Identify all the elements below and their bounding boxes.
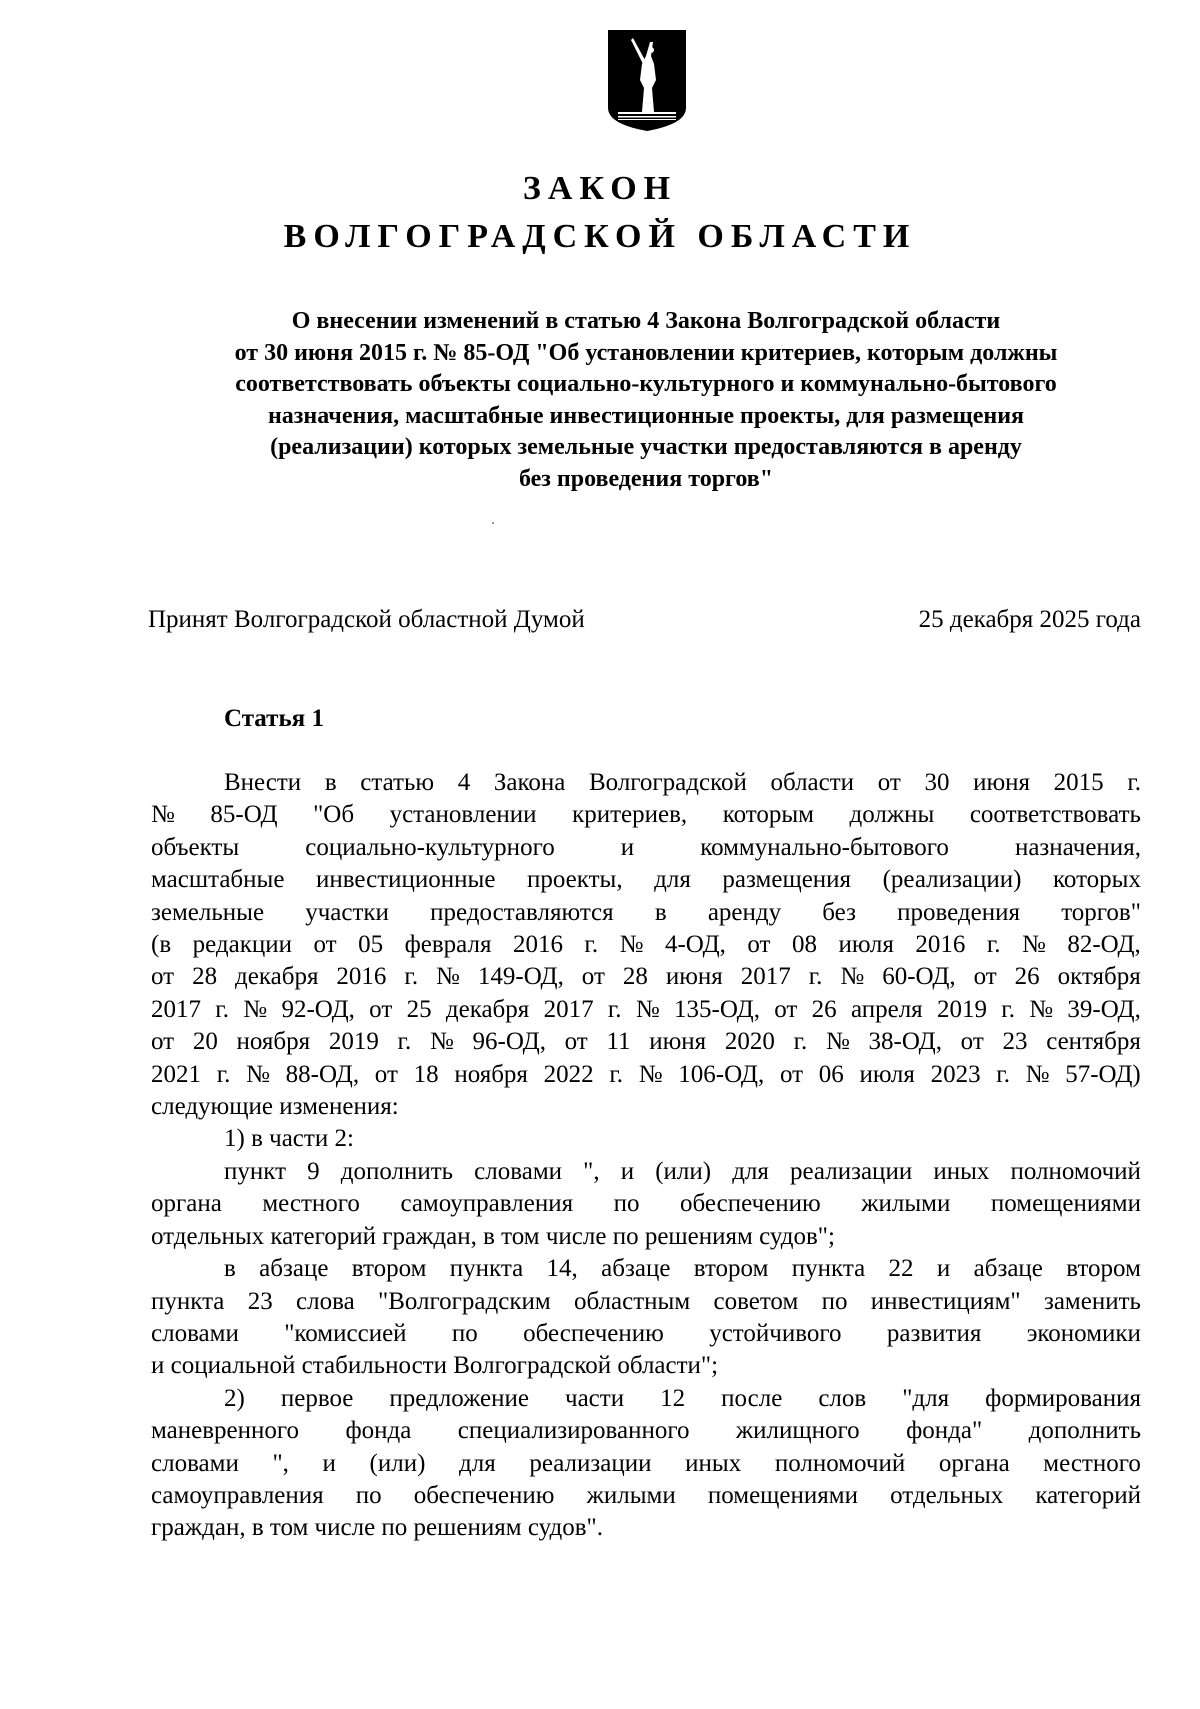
scan-speck — [492, 522, 494, 524]
law-title: ЗАКОН — [522, 170, 678, 207]
word: (или) — [655, 1157, 712, 1185]
word: 96-ОД, — [472, 1028, 546, 1056]
word: развития — [886, 1319, 982, 1347]
subject-line: (реализации) которых земельные участки предоставляются в аренду — [270, 434, 1022, 460]
word: от — [151, 963, 175, 991]
word: 26 — [1014, 963, 1040, 991]
word: г. — [607, 995, 622, 1023]
word: торгов" — [1061, 898, 1141, 926]
article-text-line — [151, 897, 1141, 929]
word: от — [747, 931, 771, 959]
word: 2) — [224, 1384, 245, 1412]
word: для — [654, 866, 691, 894]
word: 38-ОД, — [868, 1028, 942, 1056]
word: проекты, — [527, 866, 623, 894]
word: соответствовать — [969, 801, 1141, 829]
word: социально-культурного — [305, 833, 555, 861]
word: граждан, в том числе по решениям судов". — [151, 1514, 604, 1542]
word: 2017 — [151, 995, 201, 1023]
word: областным — [573, 1287, 691, 1315]
word: Волгоградской — [588, 769, 747, 796]
article-text-line — [151, 799, 1141, 831]
word: 26 — [811, 995, 837, 1023]
word: помещениями — [990, 1190, 1141, 1218]
word: 23 — [1002, 1028, 1028, 1056]
word: проведения — [897, 898, 1021, 926]
word: от — [774, 995, 798, 1023]
article-text-line — [151, 1156, 1141, 1188]
word: декабря — [235, 963, 319, 991]
word: г. — [216, 1060, 231, 1088]
word: фонда — [345, 1417, 412, 1445]
word: от — [369, 995, 393, 1023]
word: от — [564, 1028, 588, 1056]
article-text-line — [151, 1448, 1141, 1480]
word: 23 — [247, 1287, 273, 1315]
word: категорий — [1035, 1481, 1141, 1509]
word: жилыми — [586, 1481, 676, 1509]
word: 06 — [818, 1060, 844, 1088]
word: (или) — [369, 1449, 426, 1477]
word: 14, — [546, 1255, 578, 1283]
word: 1) в части 2: — [224, 1125, 354, 1153]
word: и — [620, 1157, 635, 1185]
word: абзаце — [259, 1255, 329, 1283]
word: № — [840, 963, 865, 991]
word: г. — [808, 963, 823, 991]
word: 92-ОД, — [281, 995, 355, 1023]
word: устойчивого — [709, 1319, 842, 1347]
word: (реализации) — [882, 866, 1022, 894]
subject-line: без проведения торгов" — [518, 465, 774, 492]
word: и — [620, 833, 635, 861]
word: 4-ОД, — [664, 931, 726, 959]
word: 135-ОД, — [674, 995, 760, 1023]
word: г. — [215, 995, 229, 1023]
word: г. — [404, 963, 419, 991]
word: для — [459, 1449, 496, 1477]
word: № — [151, 801, 175, 829]
subject-line: О внесении изменений в статью 4 Закона Волгоградской области — [291, 308, 1001, 334]
word: пункта — [791, 1255, 866, 1283]
word: установлении — [389, 801, 537, 829]
word: специализированного — [457, 1417, 690, 1445]
word: июня — [665, 963, 723, 991]
word: 4 — [457, 769, 471, 796]
word: земельные — [151, 898, 265, 926]
word: 85-ОД — [210, 801, 278, 829]
word: 60-ОД, — [882, 963, 956, 991]
word: помещениями — [707, 1481, 858, 1509]
word: от — [313, 931, 337, 959]
word: 28 — [192, 963, 218, 991]
article-text-line — [151, 1123, 1141, 1155]
word: июля — [838, 931, 894, 959]
word: г. — [996, 1060, 1010, 1088]
word: абзаце — [601, 1255, 671, 1283]
word: г. — [609, 1060, 624, 1088]
word: области — [770, 769, 855, 796]
word: словами — [474, 1157, 563, 1185]
word: статью — [360, 769, 435, 796]
word: обеспечению — [523, 1319, 664, 1347]
word: от — [960, 1028, 984, 1056]
word: апреля — [850, 995, 923, 1023]
word: органа — [938, 1449, 1010, 1477]
word: части — [565, 1384, 625, 1412]
article-text-line — [151, 767, 1141, 799]
word: формирования — [985, 1384, 1141, 1412]
word: обеспечению — [680, 1190, 821, 1218]
article-text-line — [151, 1286, 1141, 1318]
word: 08 — [791, 931, 817, 959]
word: масштабные — [151, 866, 285, 894]
word: г. — [793, 1028, 808, 1056]
word: "комиссией — [284, 1319, 407, 1347]
word: 25 — [406, 995, 432, 1023]
word: в — [654, 898, 667, 926]
word: жилыми — [861, 1190, 951, 1218]
word: инвестициям" — [870, 1287, 1021, 1315]
subject-line: от 30 июня 2015 г. № 85-ОД "Об установлении критериев, которым должны — [234, 339, 1058, 366]
word: от — [374, 1060, 398, 1088]
word: пункта — [449, 1255, 524, 1283]
article-text-line — [151, 1253, 1141, 1285]
word: 12 — [660, 1384, 686, 1412]
word: 2017 — [740, 963, 791, 991]
word: самоуправления — [400, 1190, 574, 1218]
word: по — [613, 1190, 640, 1218]
word: (в — [151, 931, 172, 959]
word: г. — [584, 931, 599, 959]
word: маневренного — [151, 1417, 300, 1445]
word: иных — [685, 1449, 742, 1477]
word: № — [638, 1060, 663, 1088]
word: советом — [713, 1287, 799, 1315]
word: реализации — [790, 1157, 913, 1185]
word: 149-ОД, — [477, 963, 564, 991]
word: предложение — [389, 1384, 529, 1412]
word: в — [324, 769, 337, 796]
word: по — [451, 1319, 478, 1347]
word: № — [243, 995, 268, 1023]
article-text-line — [151, 1026, 1141, 1058]
word: дополнить — [1028, 1417, 1141, 1445]
word: назначения, — [1014, 833, 1141, 861]
word: обеспечению — [413, 1481, 555, 1509]
word: местного — [262, 1190, 360, 1218]
word: 28 — [622, 963, 648, 991]
word: декабря — [445, 995, 530, 1023]
word: № — [619, 931, 644, 959]
word: октября — [1057, 963, 1141, 991]
word: № — [1022, 931, 1046, 959]
word: реализации — [529, 1449, 652, 1477]
word: "Волгоградским — [378, 1287, 551, 1315]
word: Закона — [493, 769, 566, 796]
article-text-line — [151, 929, 1141, 961]
word: 106-ОД, — [678, 1060, 765, 1088]
word: должны — [849, 801, 935, 829]
word: самоуправления — [151, 1481, 324, 1509]
word: экономики — [1026, 1319, 1141, 1347]
word: которых — [1053, 866, 1141, 894]
word: втором — [693, 1255, 769, 1283]
word: абзаце — [973, 1255, 1043, 1283]
word: 82-ОД, — [1067, 931, 1141, 959]
word: ноября — [454, 1060, 528, 1088]
word: отдельных — [890, 1481, 1004, 1509]
article-text-line — [151, 961, 1141, 993]
word: июня — [973, 769, 1031, 796]
adopted-by: Принят Волгоградской областной Думой — [148, 606, 585, 633]
word: Внести — [224, 769, 302, 796]
word: от — [877, 769, 901, 796]
word: без — [822, 898, 856, 926]
article-text-line — [151, 864, 1141, 896]
word: заменить — [1043, 1287, 1141, 1315]
article-body — [151, 767, 1141, 1545]
adoption-date: 25 декабря 2025 года — [918, 606, 1141, 633]
word: 2016 — [512, 931, 563, 959]
word: фонда" — [906, 1417, 983, 1445]
article-text-line — [151, 1059, 1141, 1091]
word: отдельных категорий граждан, в том числе по решениям судов"; — [151, 1222, 835, 1250]
word: ", — [583, 1157, 600, 1185]
word: 30 — [924, 769, 950, 796]
word: 9 — [307, 1157, 320, 1185]
word: "Об — [313, 801, 355, 829]
word: следующие изменения: — [151, 1093, 399, 1121]
law-subject — [148, 306, 1144, 495]
article-text-line — [151, 1318, 1141, 1350]
article-text-line — [151, 1221, 1141, 1253]
word: критериев, — [572, 801, 688, 829]
word: № — [246, 1060, 270, 1088]
word: иных — [933, 1157, 990, 1185]
word: 39-ОД, — [1067, 995, 1141, 1023]
word: втором — [351, 1255, 427, 1283]
article-text-line — [151, 1415, 1141, 1447]
word: февраля — [404, 931, 492, 959]
word: которым — [722, 801, 814, 829]
word: от — [779, 1060, 804, 1088]
word: участки — [305, 898, 389, 926]
word: предоставляются — [430, 898, 614, 926]
word: г. — [397, 1028, 412, 1056]
word: полномочий — [774, 1449, 906, 1477]
word: жилищного — [735, 1417, 860, 1445]
word: № — [1029, 995, 1054, 1023]
word: 11 — [606, 1028, 631, 1056]
word: и — [936, 1255, 951, 1283]
word: № — [1025, 1060, 1050, 1088]
subject-line: соответствовать объекты социально-культурного и коммунально-бытового — [235, 371, 1057, 397]
word: редакции — [192, 931, 292, 959]
word: словами — [151, 1449, 239, 1477]
word: ", — [272, 1449, 289, 1477]
word: дополнить — [340, 1157, 454, 1185]
word: 18 — [413, 1060, 439, 1088]
word: пункт — [224, 1157, 286, 1185]
word: 2015 — [1053, 769, 1104, 796]
word: 2017 — [543, 995, 594, 1023]
word: 2019 — [328, 1028, 379, 1056]
word: и — [322, 1449, 336, 1477]
word: июня — [649, 1028, 707, 1056]
word: г. — [1001, 995, 1015, 1023]
word: размещения — [722, 866, 852, 894]
word: сентября — [1046, 1028, 1141, 1056]
word: "для — [902, 1384, 950, 1412]
word: аренду — [707, 898, 782, 926]
word: № — [635, 995, 660, 1023]
word: коммунально-бытового — [700, 833, 949, 861]
word: в — [224, 1255, 236, 1283]
word: по — [821, 1287, 848, 1315]
word: для — [732, 1157, 769, 1185]
word: 2023 — [930, 1060, 981, 1088]
article-text-line — [151, 1350, 1141, 1382]
word: от — [973, 963, 997, 991]
word: втором — [1066, 1255, 1141, 1283]
word: после — [721, 1384, 783, 1412]
region-title: ВОЛГОГРАДСКОЙ ОБЛАСТИ — [283, 218, 917, 255]
word: от — [151, 1028, 175, 1056]
word: 57-ОД) — [1065, 1060, 1141, 1088]
word: словами — [151, 1319, 239, 1347]
word: июля — [859, 1060, 915, 1088]
article-text-line — [151, 994, 1141, 1026]
word: и социальной стабильности Волгоградской области"; — [151, 1352, 719, 1380]
article-text-line — [151, 832, 1141, 864]
word: № — [436, 963, 460, 991]
word: от — [581, 963, 605, 991]
word: слов — [818, 1384, 867, 1412]
word: г. — [986, 931, 1001, 959]
article-text-line — [151, 1383, 1141, 1415]
article-text-line — [151, 1512, 1141, 1544]
word: 05 — [358, 931, 384, 959]
article-text-line — [151, 1091, 1141, 1123]
coat-of-arms-icon — [606, 28, 688, 132]
article-text-line — [151, 1188, 1141, 1220]
word: первое — [280, 1384, 354, 1412]
word: 88-ОД, — [285, 1060, 360, 1088]
article-heading: Статья 1 — [224, 705, 324, 732]
word: № — [825, 1028, 850, 1056]
word: местного — [1043, 1449, 1141, 1477]
word: полномочий — [1010, 1157, 1141, 1185]
word: по — [355, 1481, 382, 1509]
word: ноября — [236, 1028, 311, 1056]
word: инвестиционные — [315, 866, 496, 894]
word: 2020 — [724, 1028, 775, 1056]
word: пункта — [151, 1287, 225, 1315]
word: 2022 — [543, 1060, 594, 1088]
word: 2019 — [936, 995, 987, 1023]
word: 20 — [192, 1028, 218, 1056]
word: 2016 — [336, 963, 387, 991]
word: № — [429, 1028, 454, 1056]
word: органа — [151, 1190, 222, 1218]
word: объекты — [151, 833, 240, 861]
word: слова — [296, 1287, 355, 1315]
word: 22 — [888, 1255, 914, 1283]
word: 2016 — [915, 931, 966, 959]
word: 2021 — [151, 1060, 201, 1088]
word: г. — [1127, 769, 1141, 796]
subject-line: назначения, масштабные инвестиционные проекты, для размещения — [267, 402, 1025, 429]
article-text-line — [151, 1480, 1141, 1512]
